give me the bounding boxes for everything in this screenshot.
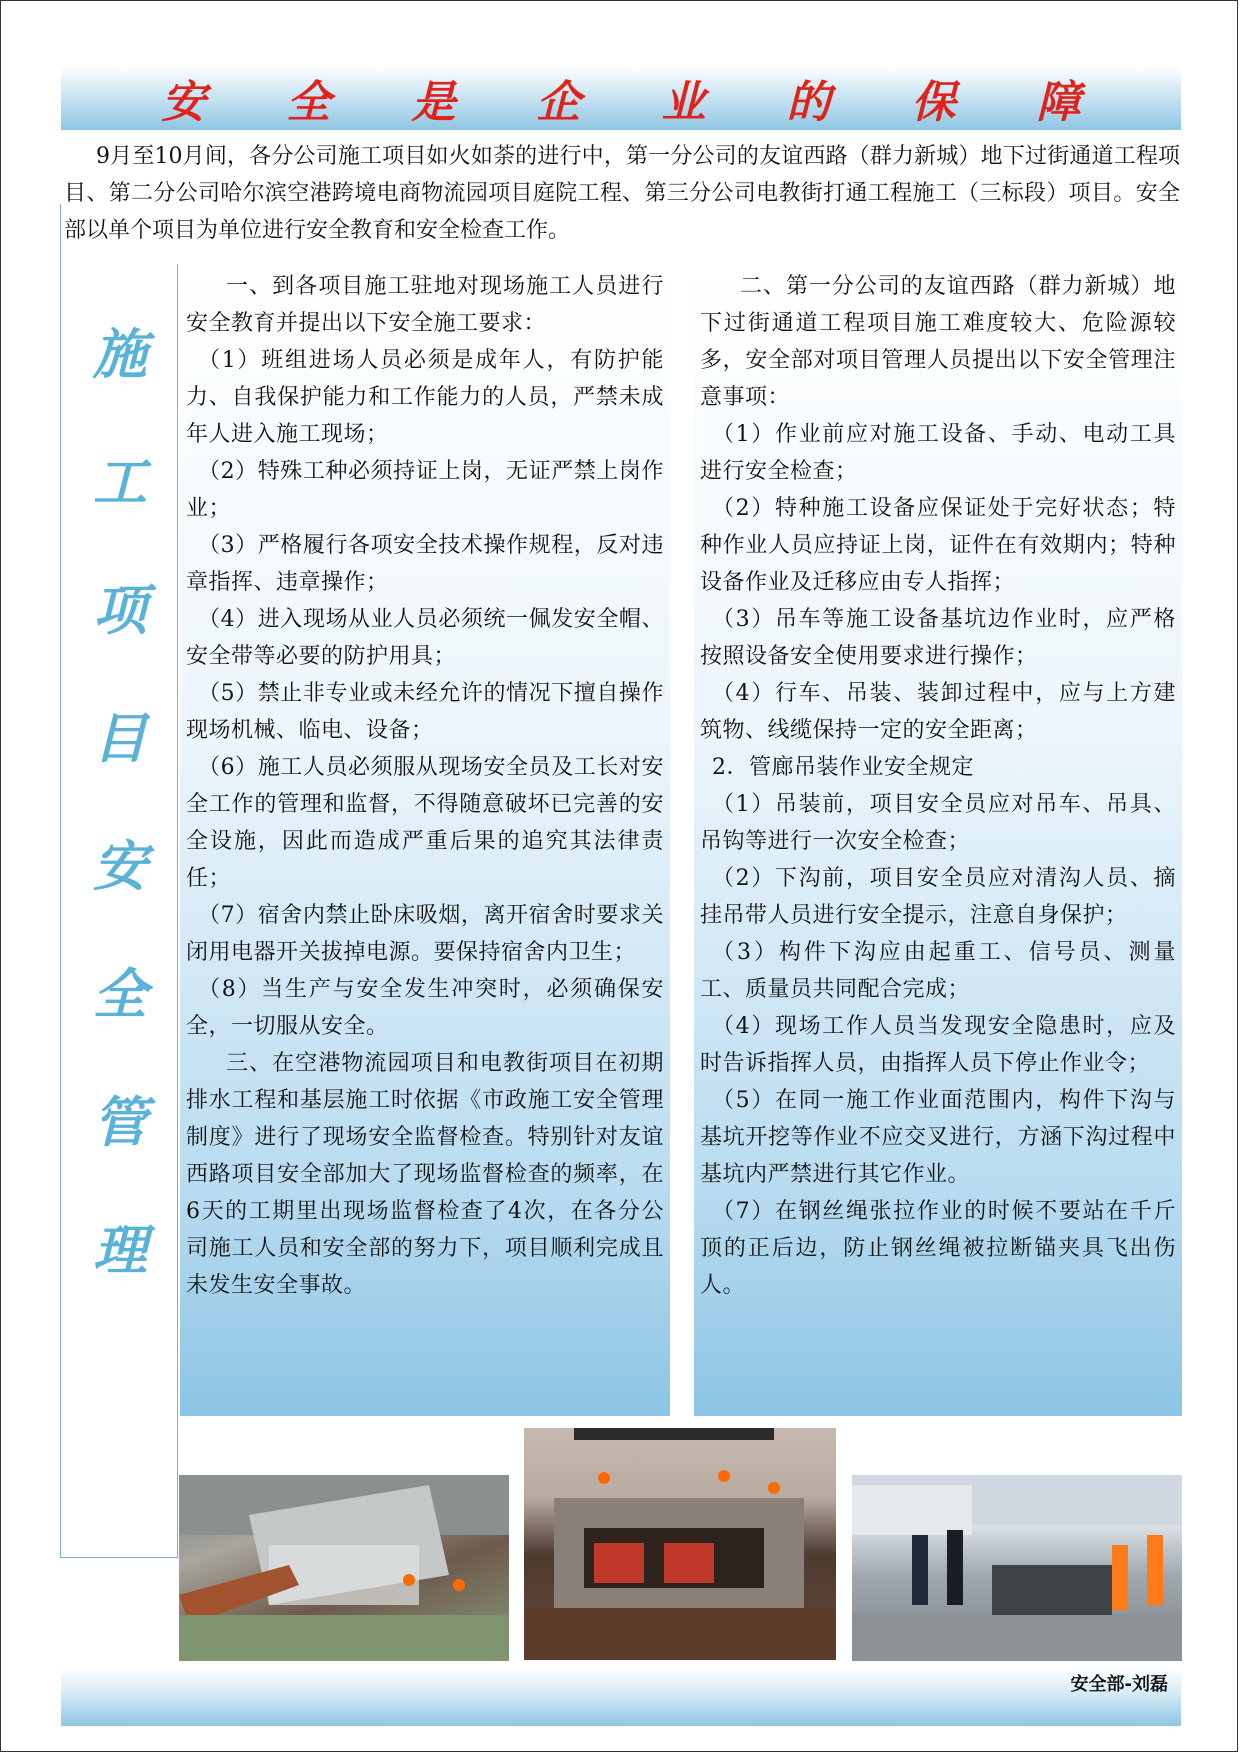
photo-steel-frame [992, 1565, 1112, 1615]
title-char: 的 [786, 77, 831, 128]
photo-worker [453, 1579, 465, 1591]
section-heading: 二、第一分公司的友谊西路（群力新城）地下过街通道工程项目施工难度较大、危险源较多，安全部对项目管理人员提出以下安全管理注意事项： [700, 274, 1176, 410]
list-item: （8）当生产与安全发生冲突时，必须确保安全，一切服从安全。 [186, 977, 664, 1039]
side-frame-line [60, 1557, 178, 1558]
title-char: 是 [411, 77, 456, 128]
list-item: （1）班组进场人员必须是成年人，有防护能力、自我保护能力和工作能力的人员，严禁未成年人进入施工现场； [186, 348, 664, 447]
page-title [61, 66, 1181, 130]
photo-worker [403, 1574, 415, 1586]
list-item: （4）现场工作人员当发现安全隐患时，应及时告诉指挥人员，由指挥人员下停止作业令； [700, 1014, 1176, 1076]
list-item: （2）下沟前，项目安全员应对清沟人员、摘挂吊带人员进行安全提示，注意自身保护； [700, 866, 1176, 928]
construction-photo-culvert [524, 1428, 836, 1660]
photo-illustration [179, 1475, 509, 1661]
photo-illustration [852, 1475, 1182, 1661]
photo-red-frame [594, 1543, 644, 1583]
side-frame-line [177, 264, 178, 1558]
title-char: 安 [161, 77, 206, 128]
photo-worker [718, 1470, 730, 1482]
photo-person [947, 1530, 963, 1605]
list-item: （7）在钢丝绳张拉作业的时候不要站在千斤顶的正后边，防止钢丝绳被拉断锚夹具飞出伤人。 [700, 1199, 1176, 1298]
right-column [694, 264, 1182, 1416]
photo-ground [179, 1615, 509, 1661]
list-item: （1）吊装前，项目安全员应对吊车、吊具、吊钩等进行一次安全检查； [700, 792, 1176, 854]
vertical-title-char: 工 [93, 450, 147, 514]
photo-fence [852, 1485, 972, 1535]
photo-worker [1147, 1535, 1163, 1605]
vertical-title-char: 施 [93, 322, 147, 386]
title-char: 保 [911, 77, 956, 128]
list-item: （3）构件下沟应由起重工、信号员、测量工、质量员共同配合完成； [700, 940, 1176, 1002]
construction-photo-pipes [179, 1475, 509, 1661]
vertical-title-char: 目 [93, 706, 147, 770]
list-item: （3）吊车等施工设备基坑边作业时，应严格按照设备安全使用要求进行操作； [700, 607, 1176, 669]
section-heading: 一、到各项目施工驻地对现场施工人员进行安全教育并提出以下安全施工要求： [186, 274, 664, 336]
list-item: （2）特种施工设备应保证处于完好状态；特种作业人员应持证上岗，证件在有效期内；特种设备作业及迁移应由专人指挥； [700, 496, 1176, 595]
vertical-title-char: 项 [93, 578, 147, 642]
title-char: 全 [286, 77, 331, 128]
photo-worker [598, 1472, 610, 1484]
author-credit: 安全部-刘磊 [1070, 1674, 1168, 1695]
photo-ground [852, 1615, 1182, 1661]
list-item: （2）特殊工种必须持证上岗，无证严禁上岗作业； [186, 459, 664, 521]
photo-red-frame [664, 1543, 714, 1583]
list-item: （3）严格履行各项安全技术操作规程，反对违章指挥、违章操作； [186, 533, 664, 595]
section-paragraph: 三、在空港物流园项目和电教街项目在初期排水工程和基层施工时依据《市政施工安全管理制度》进行了现场安全监督检查。特别针对友谊西路项目安全部加大了现场监督检查的频率，在6天的工期里出现场监督检查了4次，在各分公司施工人员和安全部的努力下，项目顺利完成且未发生安全事故。 [186, 1051, 664, 1298]
vertical-title-char: 理 [93, 1218, 147, 1282]
photo-illustration [524, 1428, 836, 1660]
title-char: 业 [661, 77, 706, 128]
list-item: （7）宿舍内禁止卧床吸烟，离开宿舍时要求关闭用电器开关拔掉电源。要保持宿舍内卫生； [186, 903, 664, 965]
vertical-title-char: 安 [93, 834, 147, 898]
vertical-title-char: 全 [93, 962, 147, 1026]
photo-ground [524, 1608, 836, 1660]
list-item: （4）进入现场从业人员必须统一佩发安全帽、安全带等必要的防护用具； [186, 607, 664, 669]
photo-worker [1112, 1545, 1128, 1610]
list-item: （4）行车、吊装、装卸过程中，应与上方建筑物、线缆保持一定的安全距离； [700, 681, 1176, 743]
list-item: （6）施工人员必须服从现场安全员及工长对安全工作的管理和监督，不得随意破坏已完善的安全设施，因此而造成严重后果的追究其法律责任； [186, 755, 664, 891]
photo-worker [768, 1482, 780, 1494]
list-item: （1）作业前应对施工设备、手动、电动工具进行安全检查； [700, 422, 1176, 484]
list-item: （5）禁止非专业或未经允许的情况下擅自操作现场机械、临电、设备； [186, 681, 664, 743]
left-column [180, 264, 670, 1416]
vertical-section-title [70, 290, 170, 1314]
side-frame-line [60, 204, 61, 1558]
title-char: 企 [536, 77, 581, 128]
list-item: （5）在同一施工作业面范围内，构件下沟与基坑开挖等作业不应交叉进行，方涵下沟过程中基坑内严禁进行其它作业。 [700, 1088, 1176, 1187]
photo-person [912, 1535, 928, 1605]
construction-photo-site-team [852, 1475, 1182, 1661]
footer-banner [61, 1668, 1181, 1726]
sub-heading: 2．管廊吊装作业安全规定 [712, 755, 974, 780]
title-char: 障 [1036, 77, 1081, 128]
photo-beam [574, 1428, 774, 1440]
intro-paragraph: 9月至10月间，各分公司施工项目如火如荼的进行中，第一分公司的友谊西路（群力新城）地下过街通道工程项目、第二分公司哈尔滨空港跨境电商物流园项目庭院工程、第三分公司电教街打通工程施工（三标段）项目。安全部以单个项目为单位进行安全教育和安全检查工作。 [64, 144, 1180, 243]
vertical-title-char: 管 [93, 1090, 147, 1154]
